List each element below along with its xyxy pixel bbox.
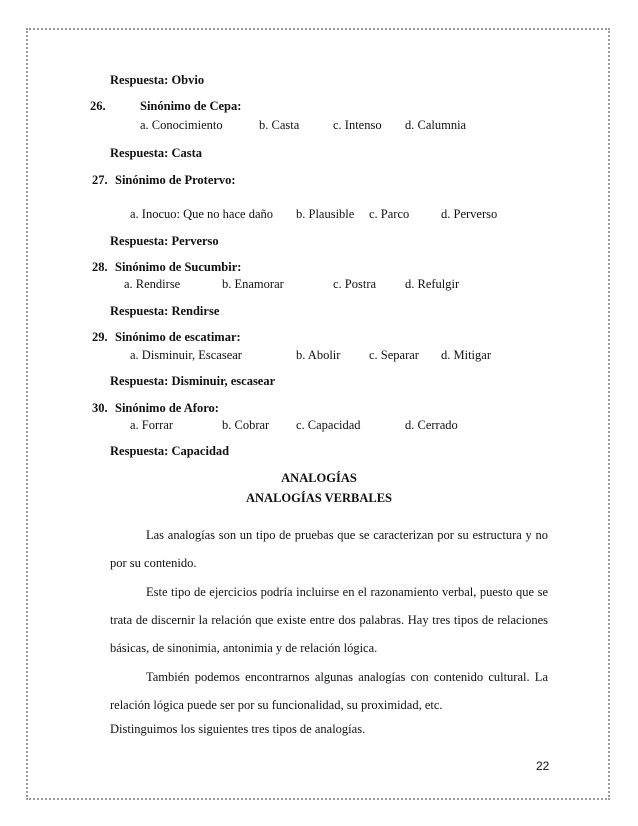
question-29-option-b: b. Abolir [296, 348, 341, 362]
question-27-prompt: Sinónimo de Protervo: [115, 173, 236, 187]
question-28-option-d: d. Refulgir [405, 277, 460, 291]
question-26-option-d: d. Calumnia [405, 118, 467, 132]
page-number: 22 [536, 759, 550, 773]
question-26-option-b: b. Casta [259, 118, 300, 132]
question-29-option-c: c. Separar [369, 348, 419, 362]
question-29-number: 29. [92, 330, 108, 344]
section-subtitle: ANALOGÍAS VERBALES [246, 491, 392, 505]
question-30-option-b: b. Cobrar [222, 418, 270, 432]
paragraph-2-text: Este tipo de ejercicios podría incluirse en el razonamiento verbal, puesto que se trata de discernir la relación que existe entre dos palabras. Hay tres tipos de relaciones básicas, de sinonimia, antonimia y de relación lógica. [110, 585, 548, 655]
question-30-option-a: a. Forrar [130, 418, 174, 432]
answer-25: Respuesta: Obvio [110, 73, 205, 87]
question-26-option-c: c. Intenso [333, 118, 382, 132]
question-28-option-c: c. Postra [333, 277, 377, 291]
question-26-prompt: Sinónimo de Cepa: [140, 99, 242, 113]
question-26-number: 26. [90, 99, 106, 113]
question-30-number: 30. [92, 401, 108, 415]
question-30-prompt: Sinónimo de Aforo: [115, 401, 219, 415]
closing-line: Distinguimos los siguientes tres tipos de analogías. [110, 722, 366, 736]
paragraph-3-text: También podemos encontrarnos algunas analogías con contenido cultural. La relación lógica puede ser por su funcionalidad, su proximidad, etc. [110, 670, 548, 712]
question-30-option-d: d. Cerrado [405, 418, 458, 432]
answer-28: Respuesta: Rendirse [110, 304, 220, 318]
question-28-option-a: a. Rendirse [124, 277, 181, 291]
question-27-option-d: d. Perverso [441, 207, 498, 221]
question-28-number: 28. [92, 260, 108, 274]
paragraph-3 [110, 663, 548, 719]
question-28-prompt: Sinónimo de Sucumbir: [115, 260, 242, 274]
question-27-number: 27. [92, 173, 108, 187]
answer-27: Respuesta: Perverso [110, 234, 219, 248]
paragraph-1 [110, 521, 548, 577]
answer-26: Respuesta: Casta [110, 146, 203, 160]
question-28-option-b: b. Enamorar [222, 277, 284, 291]
question-29-prompt: Sinónimo de escatimar: [115, 330, 241, 344]
question-29-option-a: a. Disminuir, Escasear [130, 348, 242, 362]
question-26-option-a: a. Conocimiento [140, 118, 223, 132]
question-27-option-c: c. Parco [369, 207, 410, 221]
question-30-option-c: c. Capacidad [296, 418, 361, 432]
answer-29: Respuesta: Disminuir, escasear [110, 374, 276, 388]
paragraph-1-text: Las analogías son un tipo de pruebas que se caracterizan por su estructura y no por su contenido. [110, 528, 548, 570]
answer-30: Respuesta: Capacidad [110, 444, 230, 458]
question-29-option-d: d. Mitigar [441, 348, 491, 362]
section-title: ANALOGÍAS [281, 471, 357, 485]
paragraph-2 [110, 578, 548, 662]
question-27-option-b: b. Plausible [296, 207, 355, 221]
question-27-option-a: a. Inocuo: Que no hace daño [130, 207, 273, 221]
